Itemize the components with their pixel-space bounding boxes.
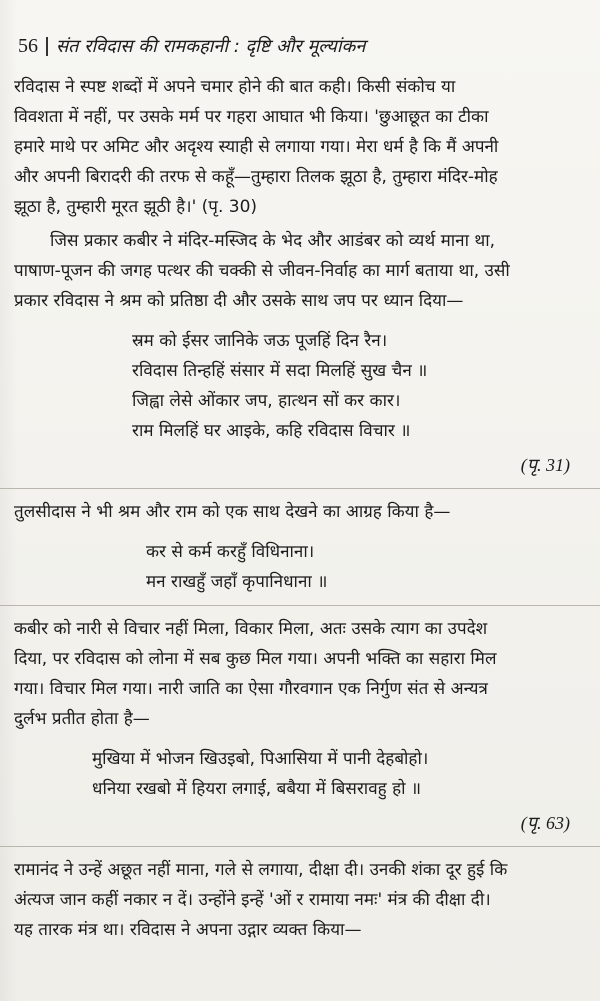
section-divider xyxy=(0,488,600,489)
text-line: विवशता में नहीं, पर उसके मर्म पर गहरा आघात भी किया। 'छुआछूत का टीका xyxy=(14,107,489,127)
verse-block-3 xyxy=(92,744,588,804)
text-line: दिया, पर रविदास को लोना में सब कुछ मिल गया। अपनी भक्ति का सहारा मिल xyxy=(14,649,497,669)
paragraph-3 xyxy=(14,497,588,527)
verse-line: मन राखहुँ जहाँ कृपानिधाना ॥ xyxy=(146,572,328,592)
verse-line: राम मिलहिं घर आइके, कहि रविदास विचार ॥ xyxy=(132,421,411,441)
paragraph-2 xyxy=(14,226,588,316)
text-line: अंत्यज जान कहीं नकार न दें। उन्होंने इन्हें 'ओं र रामाया नमः' मंत्र की दीक्षा दी। xyxy=(14,890,491,910)
verse-block-1 xyxy=(132,326,588,446)
text-line: गया। विचार मिल गया। नारी जाति का ऐसा गौरवगान एक निर्गुण संत से अन्यत्र xyxy=(14,679,488,699)
verse-block-2 xyxy=(146,537,588,597)
text-line: दुर्लभ प्रतीत होता है— xyxy=(14,709,150,729)
text-line: रामानंद ने उन्हें अछूत नहीं माना, गले से लगाया, दीक्षा दी। उनकी शंका दूर हुई कि xyxy=(14,860,508,880)
paragraph-4 xyxy=(14,614,588,734)
text-line: प्रकार रविदास ने श्रम को प्रतिष्ठा दी और उसके साथ जप पर ध्यान दिया— xyxy=(14,291,464,311)
verse-line: मुखिया में भोजन खिउइबो, पिआसिया में पानी देहबोहो। xyxy=(92,749,429,769)
text-line: रविदास ने स्पष्ट शब्दों में अपने चमार होने की बात कही। किसी संकोच या xyxy=(14,77,456,97)
paragraph-5 xyxy=(14,855,588,945)
citation-1: (पृ. 31) xyxy=(520,455,570,475)
verse-line: जिह्वा लेसे ओंकार जप, हात्थन सों कर कार। xyxy=(132,391,401,411)
text-line: हमारे माथे पर अमिट और अदृश्य स्याही से लगाया गया। मेरा धर्म है कि मैं अपनी xyxy=(14,137,499,157)
verse-line: स्रम को ईसर जानिके जऊ पूजहिं दिन रैन। xyxy=(132,331,388,351)
section-divider xyxy=(0,846,600,847)
text-line: जिस प्रकार कबीर ने मंदिर-मस्जिद के भेद और आडंबर को व्यर्थ माना था, xyxy=(50,231,496,251)
verse-line: रविदास तिन्हहिं संसार में सदा मिलहिं सुख चैन ॥ xyxy=(132,361,428,381)
text-line: और अपनी बिरादरी की तरफ से कहूँ—तुम्हारा तिलक झूठा है, तुम्हारा मंदिर-मोह xyxy=(14,167,498,187)
page-number: 56 xyxy=(18,34,38,57)
text-line: तुलसीदास ने भी श्रम और राम को एक साथ देखने का आग्रह किया है— xyxy=(14,502,451,522)
running-header xyxy=(18,30,588,62)
header-divider xyxy=(46,37,48,56)
section-divider xyxy=(0,605,600,606)
citation-2: (पृ. 63) xyxy=(520,813,570,833)
text-line: पाषाण-पूजन की जगह पत्थर की चक्की से जीवन-निर्वाह का मार्ग बताया था, उसी xyxy=(14,261,510,281)
text-line: झूठा है, तुम्हारी मूरत झूठी है।' (पृ. 30) xyxy=(14,197,258,217)
paragraph-1 xyxy=(14,72,588,222)
verse-line: कर से कर्म करहुँ विधिनाना। xyxy=(146,542,315,562)
verse-line: धनिया रखबो में हियरा लगाई, बबैया में बिसरावहु हो ॥ xyxy=(92,779,422,799)
text-line: कबीर को नारी से विचार नहीं मिला, विकार मिला, अतः उसके त्याग का उपदेश xyxy=(14,619,488,639)
text-line: यह तारक मंत्र था। रविदास ने अपना उद्गार व्यक्त किया— xyxy=(14,920,362,940)
book-title: संत रविदास की रामकहानी : दृष्टि और मूल्यांकन xyxy=(56,36,366,57)
